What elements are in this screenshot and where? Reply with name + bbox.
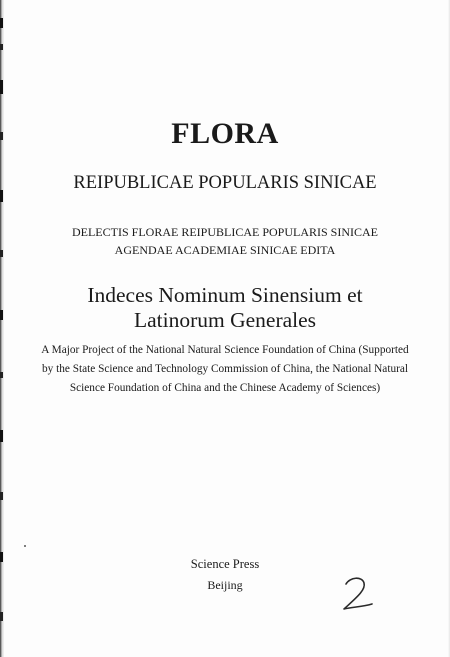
scan-speck: [24, 545, 26, 547]
handwritten-number-2: [338, 574, 376, 614]
project-note-line-1: A Major Project of the National Natural Science Foundation of China (Supported: [41, 344, 409, 356]
volume-title-line-2: Latinorum Generales: [133, 308, 317, 332]
flora-title: FLORA: [171, 117, 279, 150]
project-note-line-3: Science Foundation of China and the Chinese Academy of Sciences): [69, 382, 381, 394]
volume-title-line-1: Indeces Nominum Sinensium et: [87, 283, 363, 307]
publisher-name: Science Press: [190, 557, 260, 571]
project-note-line-2: by the State Science and Technology Commission of China, the National Natural: [41, 363, 409, 375]
publisher-city: Beijing: [207, 578, 243, 592]
editors-line-1: DELECTIS FLORAE REIPUBLICAE POPULARIS SINICAE: [71, 225, 378, 239]
republic-subtitle: REIPUBLICAE POPULARIS SINICAE: [73, 173, 377, 193]
editors-line-2: AGENDAE ACADEMIAE SINICAE EDITA: [114, 243, 336, 257]
